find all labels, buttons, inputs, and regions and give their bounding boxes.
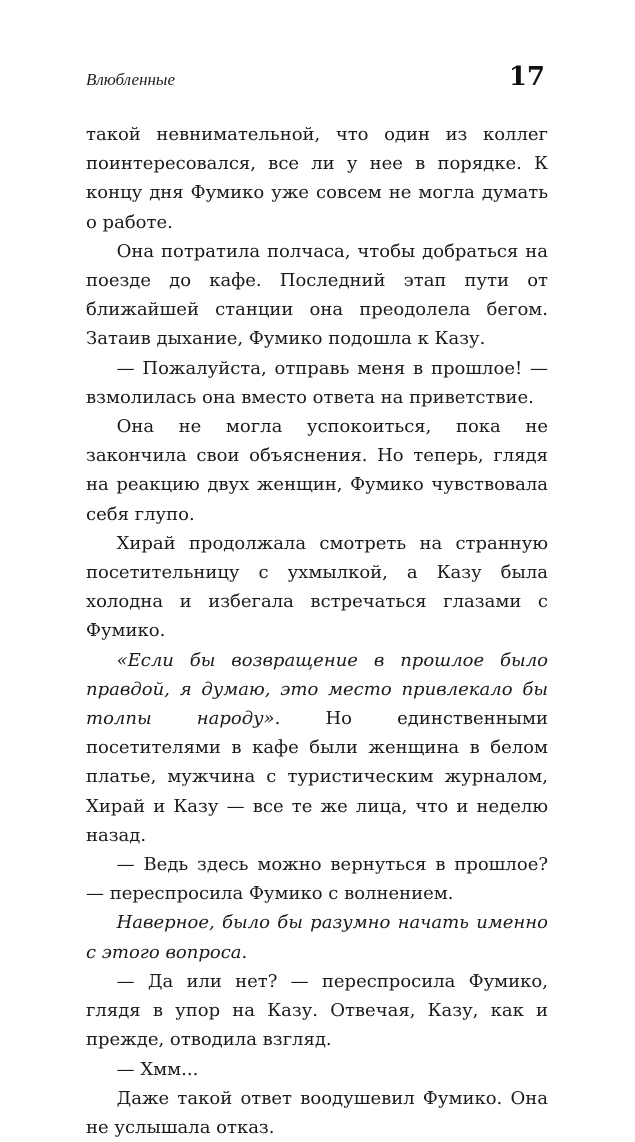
body-text <box>86 120 548 1142</box>
paragraph-4 <box>86 412 548 529</box>
paragraph-text: — Ведь здесь можно вернуться в прошлое? — переспросила Фумико с волнением. <box>86 854 548 905</box>
page-number: 17 <box>508 62 545 92</box>
paragraph-3 <box>86 354 548 412</box>
paragraph-6 <box>86 646 548 850</box>
paragraph-8 <box>86 908 548 966</box>
paragraph-italic-quote: «Если бы возвращение в прошлое было правдой, я думаю, это место привлекало бы толпы народу». <box>86 649 548 730</box>
paragraph-10 <box>86 1055 548 1084</box>
paragraph-text: такой невнимательной, что один из коллег поинтересовался, все ли у нее в порядке. К концу дня Фумико уже совсем не могла думать о работе. <box>86 124 548 233</box>
paragraph-tail: . <box>241 941 248 963</box>
paragraph-text: Она потратила полчаса, чтобы добраться на поезде до кафе. Последний этап пути от ближайшей станции она преодолела бегом. Затаив дыхание, Фумико подошла к Казу. <box>86 240 548 350</box>
paragraph-text: — Пожалуйста, отправь меня в прошлое! — взмолилась она вместо ответа на приветствие. <box>86 357 548 408</box>
paragraph-text: — Хмм... <box>116 1058 199 1080</box>
paragraph-text: Она не могла успокоиться, пока не закончила свои объяснения. Но теперь, глядя на реакцию двух женщин, Фумико чувствовала себя глупо. <box>86 416 548 525</box>
paragraph-2 <box>86 237 548 354</box>
page-header <box>86 62 545 102</box>
paragraph-9 <box>86 967 548 1055</box>
paragraph-text: Хирай продолжала смотреть на странную посетительницу с ухмылкой, а Казу была холодна и избегала встречаться глазами с Фумико. <box>86 532 548 642</box>
paragraph-continuation: Но единственными посетителями в кафе были женщина в белом платье, мужчина с туристическим журналом, Хирай и Казу — все те же лица, что и неделю назад. <box>86 708 548 846</box>
paragraph-5 <box>86 529 548 646</box>
paragraph-italic-thought: Наверное, было бы разумно начать именно с этого вопроса <box>86 912 548 963</box>
paragraph-1 <box>86 120 548 237</box>
running-head: Влюбленные <box>86 70 175 89</box>
paragraph-11 <box>86 1084 548 1142</box>
paragraph-text: Даже такой ответ воодушевил Фумико. Она не услышала отказ. <box>86 1087 548 1138</box>
paragraph-7 <box>86 850 548 908</box>
paragraph-text: — Да или нет? — переспросила Фумико, глядя в упор на Казу. Отвечая, Казу, как и прежде, отводила взгляд. <box>86 970 548 1051</box>
